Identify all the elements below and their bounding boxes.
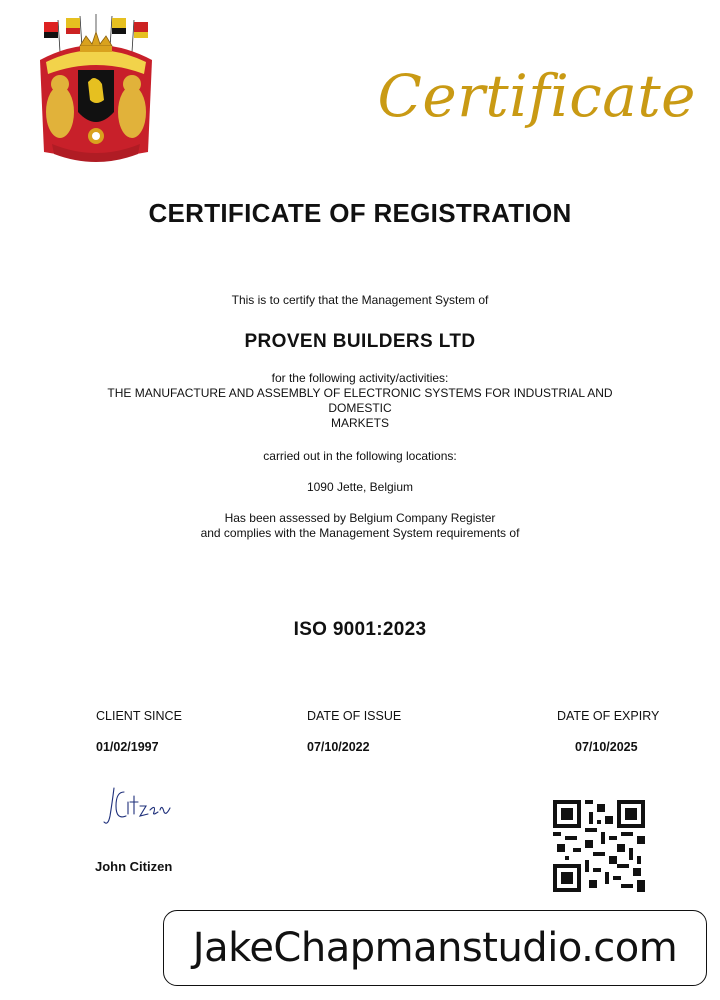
issue-date-label: DATE OF ISSUE bbox=[307, 709, 402, 723]
location: 1090 Jette, Belgium bbox=[306, 480, 414, 494]
handwritten-signature bbox=[100, 782, 175, 832]
activity-line: THE MANUFACTURE AND ASSEMBLY OF ELECTRONIC SYSTEMS FOR INDUSTRIAL AND bbox=[107, 386, 613, 400]
certificate-script-title: Certificate bbox=[377, 62, 696, 130]
assessment-line: Has been assessed by Belgium Company Register bbox=[224, 511, 496, 525]
client-since-value: 01/02/1997 bbox=[96, 740, 159, 754]
expiry-date-label: DATE OF EXPIRY bbox=[557, 709, 660, 723]
watermark-text: JakeChapmanstudio.com bbox=[192, 925, 678, 971]
company-name: PROVEN BUILDERS LTD bbox=[244, 331, 476, 352]
certificate-title: CERTIFICATE OF REGISTRATION bbox=[148, 198, 572, 228]
activity-intro: for the following activity/activities: bbox=[271, 371, 449, 385]
issue-date-value: 07/10/2022 bbox=[307, 740, 370, 754]
qr-code-icon bbox=[553, 800, 645, 892]
certify-statement: This is to certify that the Management System of bbox=[231, 293, 489, 307]
signatory-name: John Citizen bbox=[95, 859, 173, 874]
locations-intro: carried out in the following locations: bbox=[263, 449, 457, 463]
assessment-line: and complies with the Management System requirements of bbox=[200, 526, 520, 540]
expiry-date-value: 07/10/2025 bbox=[575, 740, 638, 754]
iso-standard: ISO 9001:2023 bbox=[293, 619, 427, 640]
watermark-box bbox=[163, 910, 707, 986]
client-since-label: CLIENT SINCE bbox=[96, 709, 182, 723]
activity-line: MARKETS bbox=[330, 416, 389, 430]
belgian-coat-of-arms-icon bbox=[30, 12, 162, 174]
activity-line: DOMESTIC bbox=[328, 401, 392, 415]
